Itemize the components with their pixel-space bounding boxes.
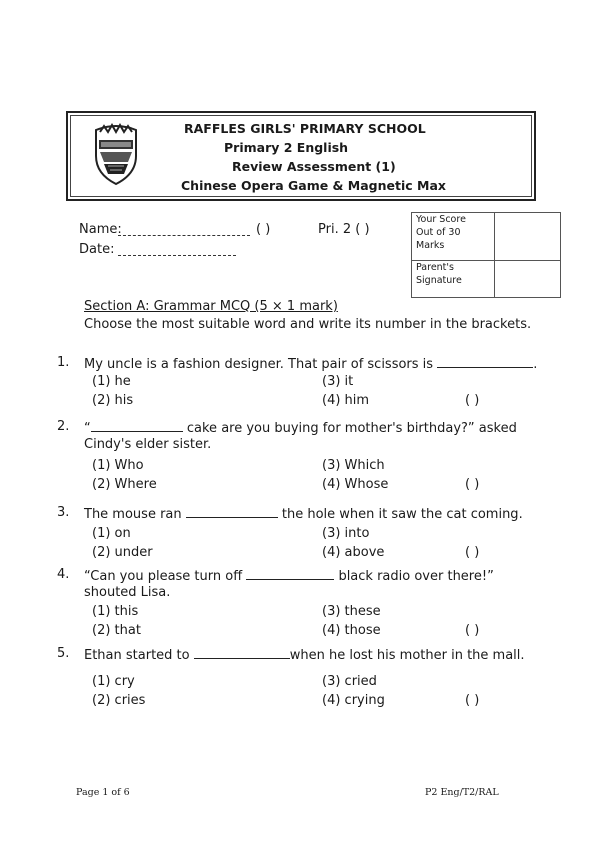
option: (2) Where bbox=[92, 477, 157, 492]
option: (1) Who bbox=[92, 458, 144, 473]
option: (3) Which bbox=[322, 458, 385, 473]
question-number: 5. bbox=[57, 646, 70, 661]
option: (4) crying bbox=[322, 693, 385, 708]
question-text-line2: shouted Lisa. bbox=[84, 585, 171, 600]
school-name: RAFFLES GIRLS' PRIMARY SCHOOL bbox=[184, 121, 426, 136]
question-text bbox=[84, 419, 517, 436]
answer-blank bbox=[437, 355, 533, 368]
question-text bbox=[84, 646, 525, 663]
subject-title: Primary 2 English bbox=[224, 140, 349, 155]
option: (3) it bbox=[322, 374, 354, 389]
question-text-part: the hole when it saw the cat coming. bbox=[277, 507, 523, 522]
question-number: 1. bbox=[57, 355, 70, 370]
score-box bbox=[411, 212, 561, 298]
question-text-part: My uncle is a fashion designer. That pair of scissors is bbox=[84, 357, 438, 372]
question-text-part: The mouse ran bbox=[84, 507, 186, 522]
question-text-part: when he lost his mother in the mall. bbox=[289, 648, 525, 663]
question-text bbox=[84, 567, 494, 584]
answer-bracket[interactable]: ( ) bbox=[465, 393, 480, 408]
option: (1) this bbox=[92, 604, 139, 619]
option: (3) cried bbox=[322, 674, 377, 689]
score-label-line: Marks bbox=[416, 239, 445, 251]
document-code: P2 Eng/T2/RAL bbox=[425, 787, 499, 798]
option: (2) that bbox=[92, 623, 141, 638]
signature-label-cell bbox=[412, 261, 495, 298]
option: (4) him bbox=[322, 393, 370, 408]
question-text bbox=[84, 505, 523, 522]
class-field[interactable]: Pri. 2 ( ) bbox=[318, 222, 370, 237]
answer-blank bbox=[246, 567, 334, 580]
option: (1) on bbox=[92, 526, 131, 541]
school-crest-icon bbox=[90, 122, 142, 188]
signature-label-line: Signature bbox=[416, 274, 462, 286]
option: (1) he bbox=[92, 374, 131, 389]
signature-label-line: Parent's bbox=[416, 262, 454, 274]
question-text-part: “ bbox=[84, 421, 91, 436]
question-text bbox=[84, 355, 537, 372]
question-number: 2. bbox=[57, 419, 70, 434]
register-number-bracket[interactable]: ( ) bbox=[256, 222, 271, 237]
topic-title: Chinese Opera Game & Magnetic Max bbox=[181, 178, 446, 193]
page-number: Page 1 of 6 bbox=[76, 787, 130, 798]
answer-bracket[interactable]: ( ) bbox=[465, 623, 480, 638]
question-text-part: . bbox=[533, 357, 538, 372]
score-label-line: Your Score bbox=[416, 214, 466, 225]
question-number: 3. bbox=[57, 505, 70, 520]
option: (4) Whose bbox=[322, 477, 389, 492]
answer-bracket[interactable]: ( ) bbox=[465, 477, 480, 492]
date-field[interactable] bbox=[118, 255, 236, 256]
option: (4) above bbox=[322, 545, 385, 560]
score-label-line: Out of 30 bbox=[416, 226, 461, 238]
question-text-line2: Cindy's elder sister. bbox=[84, 437, 212, 452]
signature-value-cell[interactable] bbox=[495, 261, 561, 298]
option: (4) those bbox=[322, 623, 381, 638]
option: (3) these bbox=[322, 604, 381, 619]
answer-blank bbox=[194, 646, 290, 659]
name-label: Name: bbox=[79, 222, 122, 237]
answer-bracket[interactable]: ( ) bbox=[465, 545, 480, 560]
question-number: 4. bbox=[57, 567, 70, 582]
answer-blank bbox=[91, 419, 183, 432]
section-title: Section A: Grammar MCQ (5 × 1 mark) bbox=[84, 299, 338, 314]
option: (1) cry bbox=[92, 674, 135, 689]
option: (2) his bbox=[92, 393, 134, 408]
score-value-cell[interactable] bbox=[495, 213, 561, 261]
section-instruction: Choose the most suitable word and write its number in the brackets. bbox=[84, 317, 532, 332]
answer-blank bbox=[186, 505, 278, 518]
question-text-part: “Can you please turn off bbox=[84, 569, 247, 584]
option: (2) under bbox=[92, 545, 153, 560]
option: (3) into bbox=[322, 526, 370, 541]
score-label-cell bbox=[412, 213, 495, 261]
date-label: Date: bbox=[79, 242, 115, 257]
name-field[interactable] bbox=[118, 235, 250, 236]
question-text-part: black radio over there!” bbox=[334, 569, 494, 584]
question-text-part: Ethan started to bbox=[84, 648, 194, 663]
option: (2) cries bbox=[92, 693, 146, 708]
answer-bracket[interactable]: ( ) bbox=[465, 693, 480, 708]
assessment-title: Review Assessment (1) bbox=[232, 159, 396, 174]
question-text-part: cake are you buying for mother's birthday?” asked bbox=[182, 421, 517, 436]
